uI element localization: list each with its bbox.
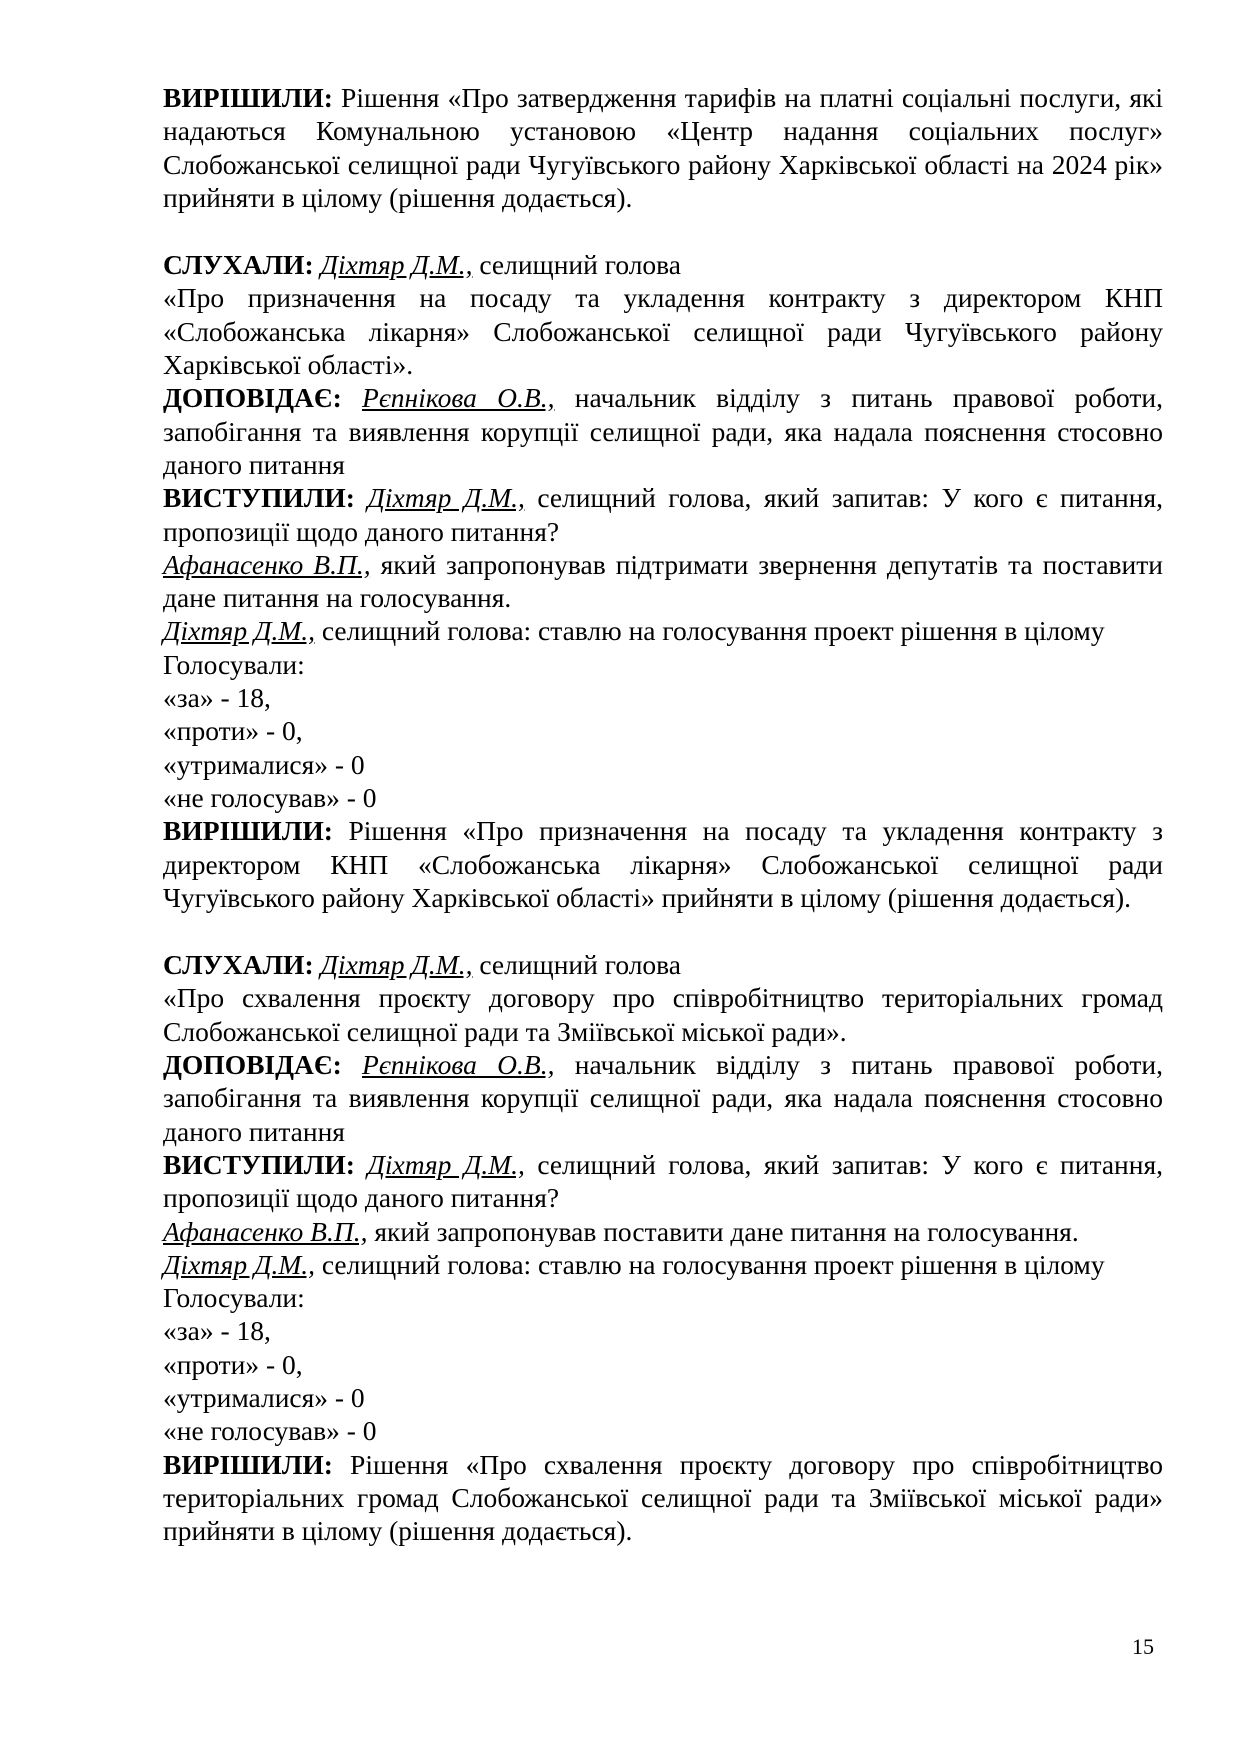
proposal-text: який запропонував поставити дане питання на голосування. bbox=[367, 1215, 1079, 1247]
votes-for: «за» - 18, bbox=[163, 1315, 271, 1347]
votes-for: «за» - 18, bbox=[163, 682, 271, 714]
vote-call-paragraph bbox=[163, 1248, 1163, 1281]
decision-paragraph bbox=[163, 1448, 1163, 1548]
votes-heading: Голосували: bbox=[163, 648, 305, 680]
proposal-paragraph bbox=[163, 548, 1163, 615]
reports-label: ДОПОВІДАЄ: bbox=[163, 1049, 342, 1081]
chair-name: Діхтяр Д.М., bbox=[163, 615, 315, 647]
proposal-text: який запропонував підтримати звернення депутатів та поставити дане питання на голосування. bbox=[163, 548, 1163, 614]
votes-against: «проти» - 0, bbox=[163, 1348, 303, 1380]
speaker-name: Діхтяр Д.М., bbox=[367, 482, 525, 514]
votes-abstained: «утрималися» - 0 bbox=[163, 1381, 365, 1413]
chair-name: Діхтяр Д.М., bbox=[163, 1248, 315, 1280]
vote-call-paragraph bbox=[163, 614, 1163, 647]
report-paragraph bbox=[163, 1048, 1163, 1148]
spoke-paragraph bbox=[163, 481, 1163, 548]
proposal-paragraph bbox=[163, 1215, 1163, 1248]
topic-paragraph: «Про схвалення проєкту договору про співробітництво територіальних громад Слобожанської селищної ради та Зміївської міської ради». bbox=[163, 982, 1163, 1047]
heard-label: СЛУХАЛИ: bbox=[163, 949, 314, 981]
decision-paragraph bbox=[163, 81, 1163, 214]
document-body bbox=[163, 81, 1163, 1547]
speaker-name: Діхтяр Д.М., bbox=[367, 1148, 525, 1180]
votes-heading: Голосували: bbox=[163, 1282, 305, 1314]
reporter-name: Рєпнікова О.В., bbox=[362, 1049, 555, 1081]
spacer bbox=[163, 214, 1163, 248]
topic-paragraph: «Про призначення на посаду та укладення контракту з директором КНП «Слобожанська лікарня» Слобожанської селищної ради Чугуївського району Харківської області». bbox=[163, 282, 1163, 381]
votes-not-voted: «не голосував» - 0 bbox=[163, 781, 377, 813]
spoke-label: ВИСТУПИЛИ: bbox=[163, 1148, 355, 1180]
votes-abstained: «утрималися» - 0 bbox=[163, 748, 365, 780]
proposer-name: Афанасенко В.П., bbox=[163, 548, 371, 580]
report-paragraph bbox=[163, 381, 1163, 481]
vote-call-text: селищний голова: ставлю на голосування проект рішення в цілому bbox=[314, 615, 1105, 647]
heard-line bbox=[163, 248, 1163, 281]
spoke-text: селищний голова, який запитав: У кого є питання, пропозиції щодо даного питання? bbox=[163, 482, 1163, 547]
page-number: 15 bbox=[1132, 1634, 1154, 1659]
speaker-role: селищний голова bbox=[472, 949, 682, 981]
spoke-text: селищний голова, який запитав: У кого є питання, пропозиції щодо даного питання? bbox=[163, 1148, 1163, 1214]
heard-line bbox=[163, 948, 1163, 981]
vote-call-text: селищний голова: ставлю на голосування проект рішення в цілому bbox=[314, 1248, 1105, 1280]
speaker-role: селищний голова bbox=[472, 249, 682, 281]
proposer-name: Афанасенко В.П., bbox=[163, 1215, 368, 1247]
reports-label: ДОПОВІДАЄ: bbox=[163, 382, 342, 414]
decided-label: ВИРІШИЛИ: bbox=[163, 82, 333, 113]
decision-paragraph bbox=[163, 814, 1163, 914]
spacer bbox=[163, 914, 1163, 948]
decision-text: Рішення «Про призначення на посаду та укладення контракту з директором КНП «Слобожанська лікарня» Слобожанської селищної ради Чугуївського району Харківської області» прийняти в цілому (рішення додається). bbox=[163, 815, 1163, 913]
decided-label: ВИРІШИЛИ: bbox=[163, 1448, 333, 1480]
votes-not-voted: «не голосував» - 0 bbox=[163, 1415, 377, 1447]
heard-label: СЛУХАЛИ: bbox=[163, 249, 314, 281]
speaker-name: Діхтяр Д.М., bbox=[320, 249, 473, 281]
decision-text: Рішення «Про затвердження тарифів на платні соціальні послуги, які надаються Комунальною установою «Центр надання соціальних послуг» Слобожанської селищної ради Чугуївського району Харківської області на 2024 рік» прийняти в цілому (рішення додається). bbox=[163, 82, 1163, 213]
spoke-paragraph bbox=[163, 1148, 1163, 1215]
spoke-label: ВИСТУПИЛИ: bbox=[163, 482, 355, 514]
decided-label: ВИРІШИЛИ: bbox=[163, 815, 333, 847]
reporter-name: Рєпнікова О.В., bbox=[362, 382, 555, 414]
votes-against: «проти» - 0, bbox=[163, 715, 303, 747]
decision-text: Рішення «Про схвалення проєкту договору про співробітництво територіальних громад Слобожанської селищної ради та Зміївської міської ради» прийняти в цілому (рішення додається). bbox=[163, 1448, 1163, 1547]
speaker-name: Діхтяр Д.М., bbox=[320, 949, 473, 981]
report-text: начальник відділу з питань правової роботи, запобігання та виявлення корупції селищної ради, яка надала пояснення стосовно даного питання bbox=[163, 382, 1164, 480]
report-text: начальник відділу з питань правової роботи, запобігання та виявлення корупції селищної ради, яка надала пояснення стосовно даного питання bbox=[163, 1049, 1164, 1147]
